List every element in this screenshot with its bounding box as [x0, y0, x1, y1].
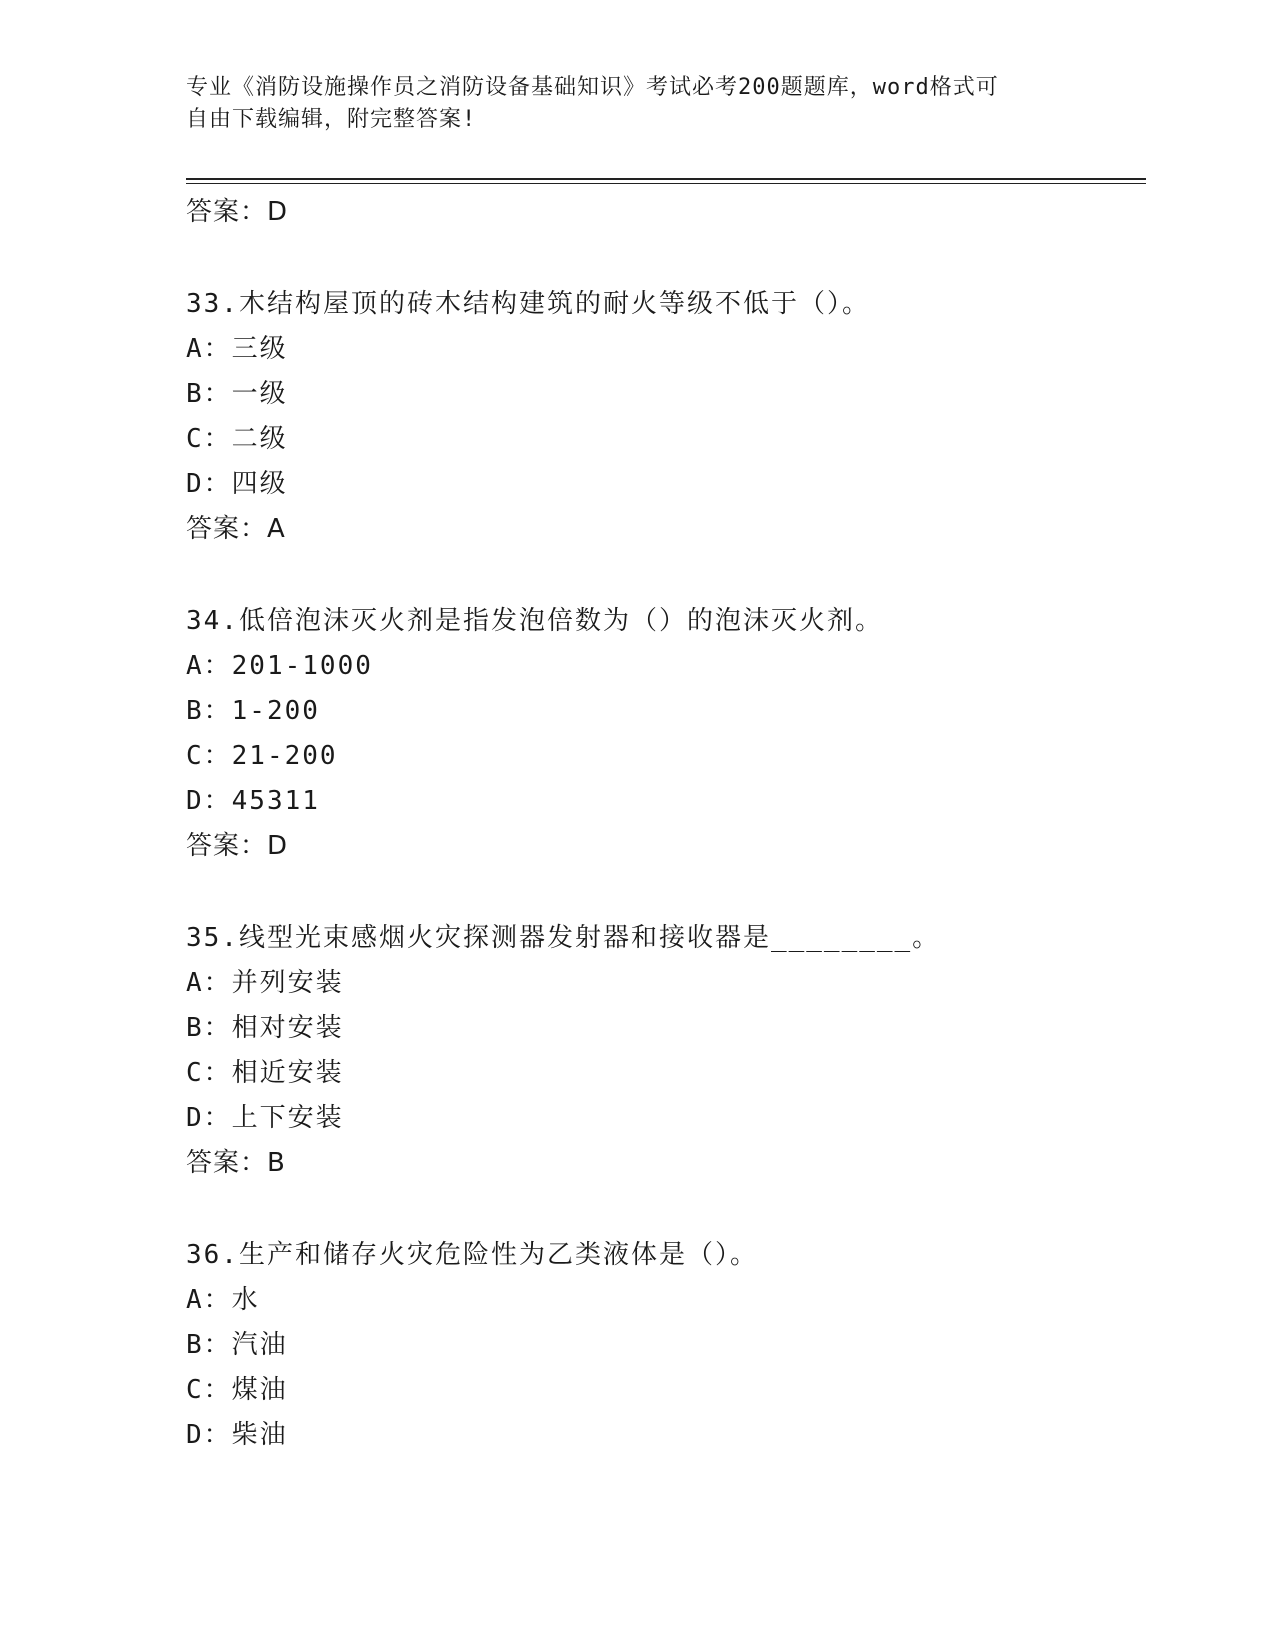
- answer-line: 答案：D: [186, 197, 289, 227]
- header-line-2: 自由下载编辑，附完整答案!: [186, 107, 477, 132]
- question-35: [186, 916, 1146, 1186]
- answer-line: 答案：A: [186, 514, 286, 544]
- option-c: C：煤油: [186, 1375, 288, 1405]
- option-d: D：上下安装: [186, 1103, 344, 1133]
- option-a: A：并列安装: [186, 968, 344, 998]
- option-a: A：三级: [186, 334, 288, 364]
- header-rule-thick: [186, 178, 1146, 180]
- option-a: A：水: [186, 1285, 260, 1315]
- document-body: [186, 190, 1146, 1458]
- option-c: C：二级: [186, 424, 288, 454]
- question-stem: 36.生产和储存火灾危险性为乙类液体是（）。: [186, 1240, 758, 1270]
- option-b: B：汽油: [186, 1330, 288, 1360]
- question-stem: 34.低倍泡沫灭火剂是指发泡倍数为（）的泡沫灭火剂。: [186, 606, 883, 636]
- option-b: B：一级: [186, 379, 288, 409]
- document-header: [186, 72, 1086, 136]
- option-a: A：201-1000: [186, 651, 373, 681]
- question-33: [186, 282, 1146, 552]
- header-line-1: 专业《消防设施操作员之消防设备基础知识》考试必考200题题库，word格式可: [186, 75, 999, 100]
- answer-line: 答案：B: [186, 1148, 286, 1178]
- option-b: B：相对安装: [186, 1013, 344, 1043]
- answer-line: 答案：D: [186, 831, 289, 861]
- option-d: D：四级: [186, 469, 288, 499]
- question-36: [186, 1233, 1146, 1458]
- question-stem: 33.木结构屋顶的砖木结构建筑的耐火等级不低于（）。: [186, 289, 870, 319]
- header-rule-thin: [186, 183, 1146, 184]
- question-34: [186, 599, 1146, 869]
- option-d: D：柴油: [186, 1420, 288, 1450]
- question-stem: 35.线型光束感烟火灾探测器发射器和接收器是________。: [186, 923, 941, 953]
- option-d: D：45311: [186, 786, 320, 816]
- option-c: C：21-200: [186, 741, 338, 771]
- option-b: B：1-200: [186, 696, 320, 726]
- option-c: C：相近安装: [186, 1058, 344, 1088]
